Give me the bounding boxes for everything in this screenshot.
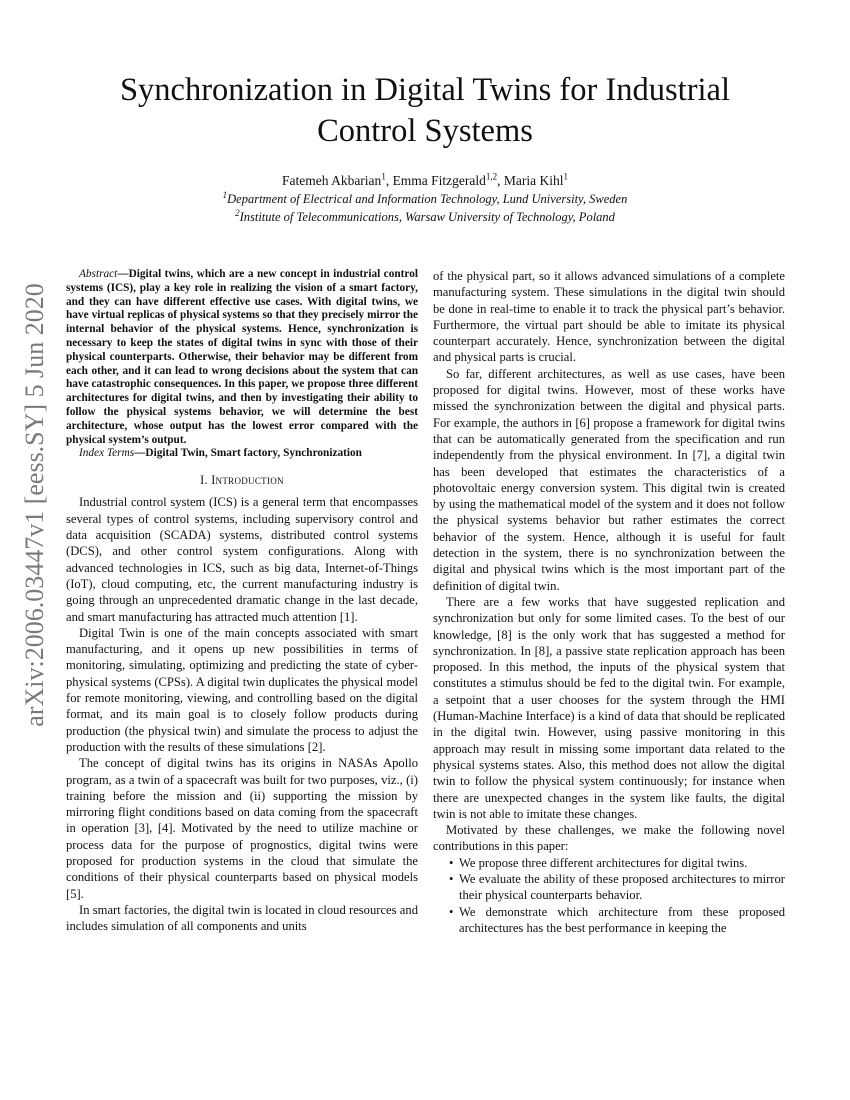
bullet-icon: •: [449, 904, 454, 919]
paragraph: of the physical part, so it allows advanced simulations of a complete manufacturing system. These simulations in the digital twin should be done in real-time to enable it to track the physical part’s behavior. Furthermore, the virtual part should be able to imitate its physical counterpart accurately. Hence, synchronization between the digital and physical parts is crucial.: [433, 269, 785, 365]
paper-header: [60, 70, 790, 226]
section-heading: I. Introduction: [200, 473, 284, 488]
contribution-list: [433, 855, 785, 936]
paragraph: In smart factories, the digital twin is located in cloud resources and includes simulation of all components and units: [66, 902, 418, 934]
arxiv-identifier: [12, 283, 58, 727]
paragraph: So far, different architectures, as well as use cases, have been proposed for digital twins. However, most of these works have missed the synchronization between the digital and physical parts. For example, the authors in [6] propose a framework for digital twins that can be automatically generated from the specification and run independently from the physical environment. In [7], a digital twin has been developed that estimates the characteristics of a photovoltaic energy conversion system. This digital twin is created by using the mathematical model of the system and it does not follow the physical systems behavior but rather estimates the correct behavior of the system. Hence, although it is useful for fault detection in the system, there is no synchronization between the digital and physical twins which is the most important part of the definition of digital twin.: [433, 366, 785, 593]
left-column: [66, 268, 418, 934]
paragraph: Industrial control system (ICS) is a general term that encompasses several types of control systems, including supervisory control and data acquisition (SCADA) systems, distributed control systems (DCS), and other control system configurations. Along with advanced technologies in ICS, such as big data, Internet-of-Things (IoT), cloud computing, etc, the current manufacturing industry is going through an unprecedented dramatic change in the last decade, and smart manufacturing has attracted much attention [1].: [66, 495, 418, 624]
paragraph: Digital Twin is one of the main concepts associated with smart manufacturing, and it opens up new possibilities in terms of monitoring, simulating, optimizing and predicting the state of cyber-physical systems (CPSs). A digital twin duplicates the physical model for remote monitoring, viewing, and controlling based on the digital format, and its main goal is to closely follow products during production (the physical twin) and simulate the process to adjust the production with the results of these simulations [2].: [66, 625, 418, 754]
paragraph: There are a few works that have suggested replication and synchronization but only for some limited cases. To the best of our knowledge, [8] is the only work that has suggested a method for synchronization. In [8], a passive state replication approach has been proposed. In this method, the inputs of the physical system that constitutes a stimulus should be fed to the digital twin. For example, a setpoint that a user chooses for the system through the HMI (Human-Machine Interface) is a kind of data that should be replicated in the digital twin. However, using passive monitoring in this approach may result in missing some important data related to the physical systems states. Also, this method does not allow the digital twin to follow the physical system continuously; for instance when there are unexpected changes in the system like faults, the digital twin is not able to imitate these changes.: [433, 594, 785, 821]
author: Fatemeh Akbarian$^1$,: [281, 171, 393, 188]
abstract: Abstract—Digital twins, which are a new concept in industrial control systems (ICS), play a key role in realizing the vision of a smart factory, and they can have different effective use cases. With digital twins, we have virtual replicas of physical systems so that they precisely mirror the internal behavior of the physical systems. Hence, synchronization is necessary to keep the states of digital twins in sync with those of their physical counterparts. Otherwise, their behavior may be different from each other, and it can lead to wrong decisions about the system that can have catastrophic consequences. In this paper, we propose three different architectures for digital twins, and then by investigating their ability to follow the physical systems behavior, we will determine the best architecture, whose output has the lowest error compared with the physical system’s output.: [66, 268, 418, 446]
paragraph: The concept of digital twins has its origins in NASAs Apollo program, as a twin of a spacecraft was built for two purposes, viz., (i) training before the mission and (ii) supporting the mission by mirroring flight conditions based on data coming from the spacecraft in operation [3], [4]. Motivated by the need to utilize machine or process data for the purpose of prognostics, digital twins were proposed for production systems in the cloud that simulate the conditions of their physical counterparts based on physical models [5].: [66, 756, 418, 901]
paper-title: Synchronization in Digital Twins for Industrial Control Systems: [119, 72, 731, 149]
author: Maria Kihl$^1$: [503, 171, 569, 188]
list-item: • We evaluate the ability of these proposed architectures to mirror their physical counterparts behavior.: [449, 871, 785, 903]
index-terms: Index Terms—Digital Twin, Smart factory, Synchronization: [79, 447, 362, 460]
bullet-icon: •: [449, 871, 454, 886]
right-column: [433, 268, 785, 936]
list-item: • We demonstrate which architecture from these proposed architectures has the best performance in keeping the: [449, 904, 785, 935]
author: Emma Fitzgerald$^{1,2}$,: [392, 171, 504, 188]
author-list: [60, 172, 790, 190]
affiliation: $^2$Institute of Telecommunications, Warsaw University of Technology, Poland: [235, 207, 615, 224]
affiliation: $^1$Department of Electrical and Information Technology, Lund University, Sweden: [222, 189, 628, 206]
list-item: • We propose three different architectures for digital twins.: [449, 855, 748, 870]
arxiv-identifier-text: arXiv:2006.03447v1 [eess.SY] 5 Jun 2020: [20, 283, 49, 727]
paragraph: Motivated by these challenges, we make the following novel contributions in this paper:: [433, 823, 785, 854]
bullet-icon: •: [449, 855, 454, 870]
